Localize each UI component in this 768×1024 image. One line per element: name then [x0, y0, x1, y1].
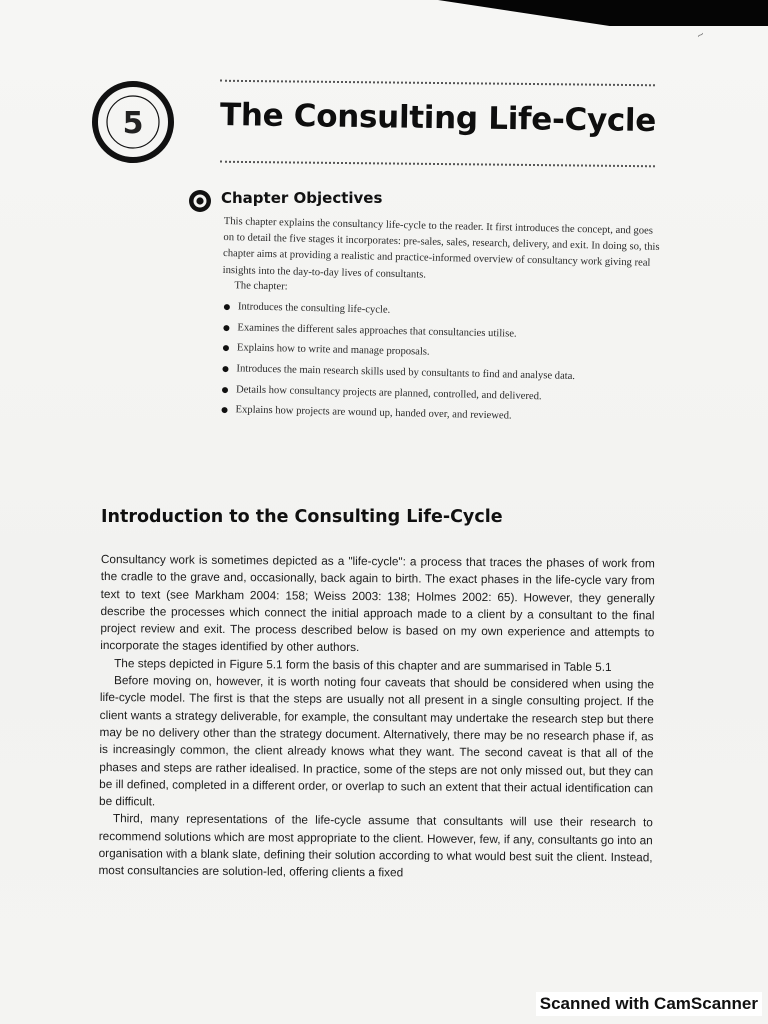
paragraph: Before moving on, however, it is worth noting four caveats that should be considered when using the life-cycle model. The first is that the steps are usually not all present in a single consulting project. If the client wants a strategy deliverable, for example, the consultant may undertake the research step but there may be no delivery other than the strategy document. Alternatively, there may be no research phase if, as is increasingly common, the client already knows what they want. The second caveat is that all of the phases and steps are rather idealised. In practice, some of the steps are not only missed out, but they can be ill defined, completed in a different order, or overlap to such an extent that their actual identification can be difficult.: [98, 673, 655, 809]
chapter-number: 5: [122, 106, 144, 141]
objective-text: Explains how projects are wound up, handed over, and reviewed.: [235, 404, 512, 422]
title-rule-bottom: [220, 161, 655, 168]
bullet-icon: [222, 387, 228, 393]
section-heading: Introduction to the Consulting Life-Cycle: [101, 507, 503, 527]
scan-artifact: ~: [693, 27, 708, 43]
chapter-title: The Consulting Life-Cycle: [219, 97, 657, 140]
objectives-body: [219, 214, 664, 433]
chapter-number-badge: [91, 80, 175, 164]
bullet-icon: [223, 325, 229, 331]
paragraph: The steps depicted in Figure 5.1 form the basis of this chapter and are summarised in Table 5.1: [114, 655, 612, 674]
objectives-lead: The chapter:: [234, 280, 288, 293]
bullet-icon: [222, 366, 228, 372]
target-icon: [188, 189, 212, 213]
scanner-watermark: Scanned with CamScanner: [536, 992, 762, 1016]
bullet-icon: [224, 304, 230, 310]
objective-text: Introduces the main research skills used by consultants to find and analyse data.: [236, 363, 576, 382]
objective-text: Explains how to write and manage proposals.: [236, 342, 430, 358]
scan-shadow: [438, 0, 768, 26]
objective-text: Examines the different sales approaches that consultancies utilise.: [237, 321, 517, 340]
objective-text: Introduces the consulting life-cycle.: [237, 301, 391, 316]
objectives-heading: Chapter Objectives: [221, 189, 383, 207]
paragraph: Third, many representations of the life-cycle assume that consultants will use their research to recommend solutions which are most appropriate to the client. However, few, if any, consultants go into an organisation with a blank slate, defining their solution according to what would best suit the client. Instead, most consultancies are solution-led, offering clients a fixed: [98, 811, 653, 880]
objective-text: Details how consultancy projects are planned, controlled, and delivered.: [235, 383, 542, 402]
objectives-list: [219, 299, 662, 427]
paragraph: Consultancy work is sometimes depicted as a "life-cycle": a process that traces the phases of work from the cradle to the grave and, occasionally, back again to birth. The exact phases in the life-cycle vary from text to text (see Markham 2004: 158; Weiss 2003: 138; Holmes 2002: 65). However, they generally describe the processes which connect the initial approach made to a client by a consultant to the final project review and exit. The process described below is based on my own experience and attempts to incorporate the stages identified by other authors.: [100, 551, 655, 655]
list-item: [219, 402, 659, 427]
body-text: [98, 551, 655, 884]
objectives-intro: This chapter explains the consultancy life-cycle to the reader. It first introduces the concept, and goes on to detail the five stages it incorporates: pre-sales, sales, research, delivery, and exit. In doing so, this chapter aims at providing a realistic and practice-informed overview of consultancy work giving real insights into the day-to-day lives of consultants.: [222, 215, 660, 281]
bullet-icon: [221, 407, 227, 413]
title-rule-top: [220, 80, 655, 87]
bullet-icon: [223, 345, 229, 351]
